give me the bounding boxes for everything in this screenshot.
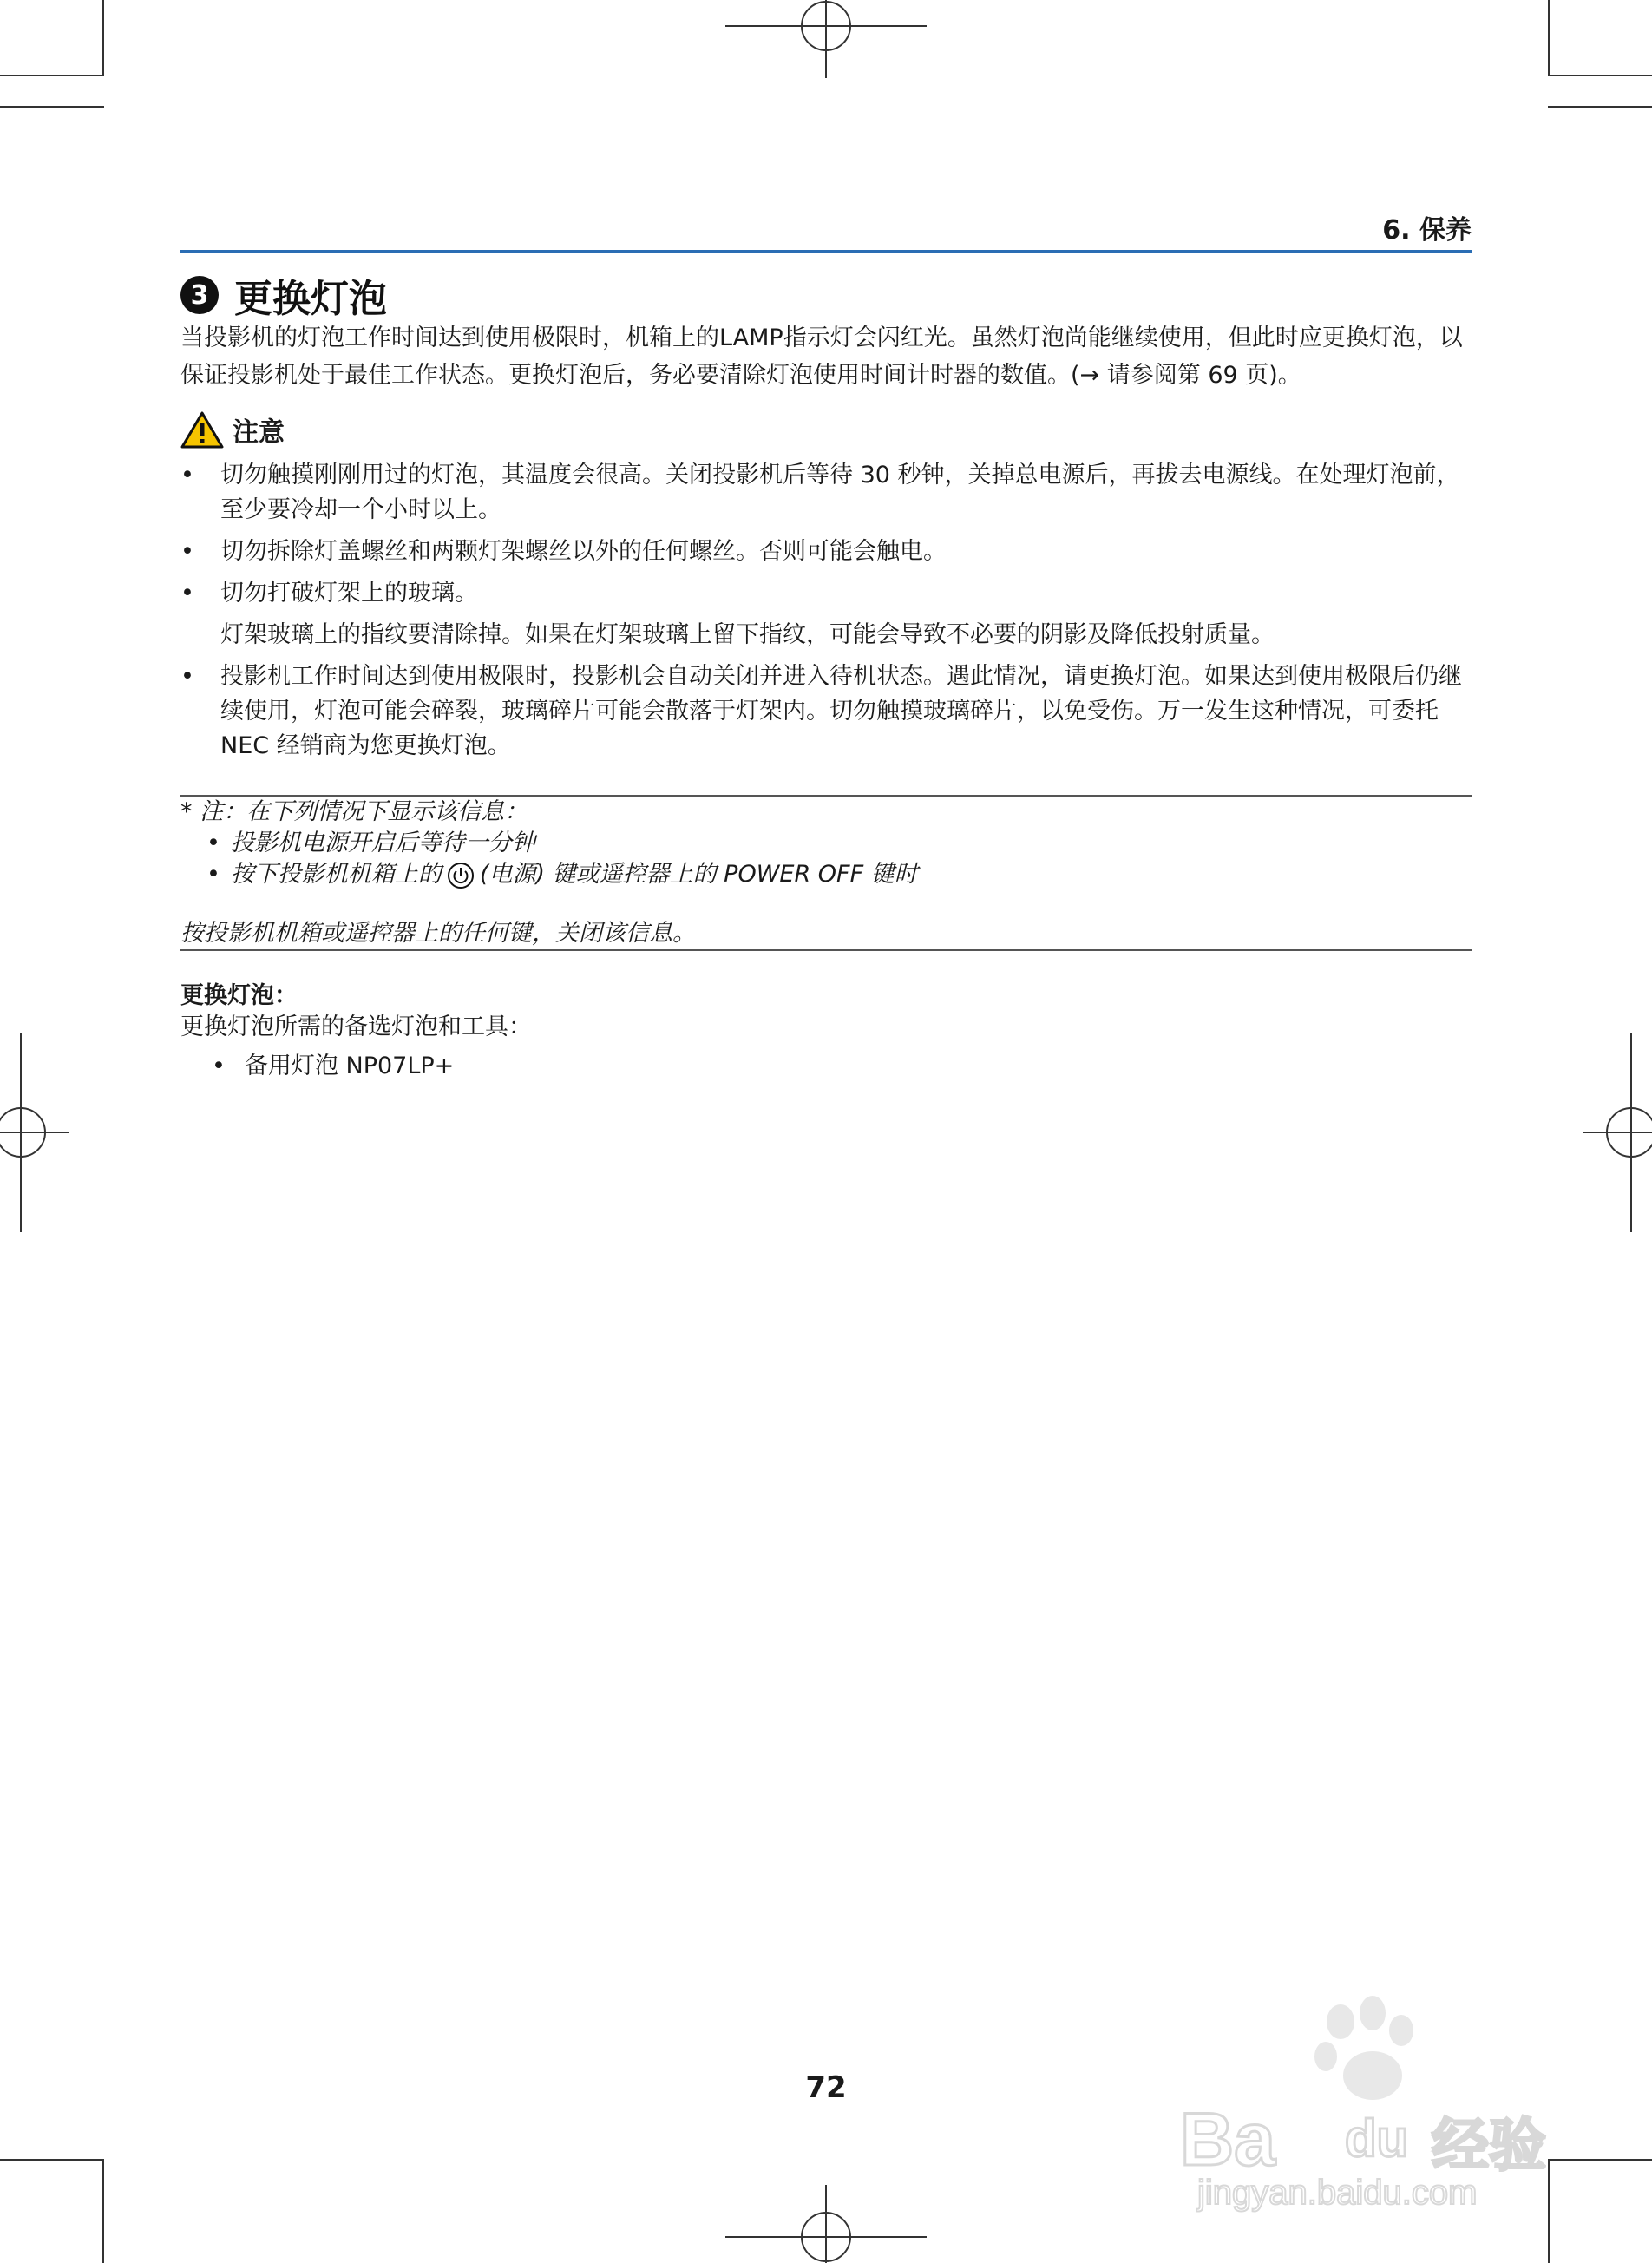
- crop-mark: [0, 106, 104, 108]
- caution-item-text: 切勿打破灯架上的玻璃。: [220, 580, 478, 607]
- note-footer: 按投影机机箱或遥控器上的任何键，关闭该信息。: [180, 920, 696, 947]
- watermark-brand-left: Ba: [1180, 2098, 1275, 2181]
- caution-item-text: 投影机工作时间达到使用极限时，投影机会自动关闭并进入待机状态。遇此情况，请更换灯泡。如果达到使用极限后仍继续使用，灯泡可能会碎裂，玻璃碎片可能会散落于灯架内。切勿触摸玻璃碎片，以免受伤。万一发生这种情况，可委托 NEC 经销商为您更换灯泡。: [220, 663, 1462, 759]
- chapter-header: 6. 保养: [1382, 215, 1472, 246]
- caution-item: [180, 659, 1472, 764]
- caution-list: [180, 458, 1472, 771]
- note-item: [180, 828, 1472, 859]
- registration-mark-left: [0, 1033, 78, 1232]
- bullet-icon: •: [180, 580, 194, 607]
- bullet-icon: •: [180, 462, 194, 489]
- crop-mark: [0, 75, 104, 76]
- crop-mark: [1548, 2159, 1652, 2161]
- power-icon: [447, 862, 475, 889]
- bullet-icon: •: [212, 1053, 226, 1079]
- crop-mark: [0, 2159, 104, 2161]
- caution-item-text: 切勿触摸刚刚用过的灯泡，其温度会很高。关闭投影机后等待 30 秒钟，关掉总电源后，再拔去电源线。在处理灯泡前，至少要冷却一个小时以上。: [220, 462, 1460, 523]
- crop-mark: [102, 2159, 104, 2263]
- caution-item: [180, 458, 1472, 528]
- registration-mark-right: [1574, 1033, 1652, 1232]
- bullet-icon: •: [180, 663, 194, 690]
- note-item-text: 投影机电源开启后等待一分钟: [230, 830, 535, 856]
- caution-item-subtext: 灯架玻璃上的指纹要清除掉。如果在灯架玻璃上留下指纹，可能会导致不必要的阴影及降低投射质量。: [220, 621, 1275, 648]
- caution-item: [180, 576, 1472, 653]
- bullet-icon: •: [206, 861, 220, 888]
- warning-triangle-icon: [180, 410, 224, 449]
- page-number: 72: [805, 2070, 847, 2105]
- section-title: [180, 269, 387, 321]
- caution-item-text: 切勿拆除灯盖螺丝和两颗灯架螺丝以外的任何螺丝。否则可能会触电。: [220, 538, 947, 565]
- caution-heading: [180, 408, 285, 451]
- note-item-text-after: (电源) 键或遥控器上的 POWER OFF 键时: [479, 861, 918, 888]
- watermark-url: jingyan.baidu.com: [1197, 2174, 1478, 2212]
- bullet-icon: •: [180, 538, 194, 565]
- note-bottom-rule: [180, 949, 1472, 951]
- caution-label: 注意: [233, 417, 285, 448]
- replace-item: [212, 1050, 454, 1083]
- section-title-text: 更换灯泡: [234, 277, 387, 321]
- note-title: * 注：在下列情况下显示该信息：: [180, 798, 528, 825]
- section-number-badge: 3: [180, 276, 219, 314]
- registration-mark-bottom: [725, 2185, 927, 2263]
- replace-item-text: 备用灯泡 NP07LP+: [244, 1053, 455, 1079]
- registration-mark-top: [725, 0, 927, 78]
- crop-mark: [1548, 0, 1550, 76]
- crop-mark: [1548, 106, 1652, 108]
- note-box: [180, 797, 1472, 890]
- baidu-watermark-logo: [1171, 1996, 1562, 2213]
- crop-mark: [102, 0, 104, 76]
- bullet-icon: •: [206, 830, 220, 856]
- header-rule: [180, 250, 1472, 253]
- intro-paragraph: 当投影机的灯泡工作时间达到使用极限时，机箱上的LAMP指示灯会闪红光。虽然灯泡尚能继续使用，但此时应更换灯泡，以保证投影机处于最佳工作状态。更换灯泡后，务必要清除灯泡使用时间计时器的数值。(→ 请参阅第 69 页)。: [180, 325, 1463, 389]
- replace-heading: 更换灯泡：: [180, 982, 298, 1009]
- watermark-brand-right: 经验: [1432, 2112, 1546, 2179]
- crop-mark: [1548, 75, 1652, 76]
- caution-item: [180, 535, 1472, 569]
- note-item: [180, 859, 1472, 890]
- watermark-brand-mid: du: [1345, 2109, 1409, 2168]
- replace-description: 更换灯泡所需的备选灯泡和工具：: [180, 1013, 532, 1040]
- note-item-text-before: 按下投影机机箱上的: [230, 861, 442, 888]
